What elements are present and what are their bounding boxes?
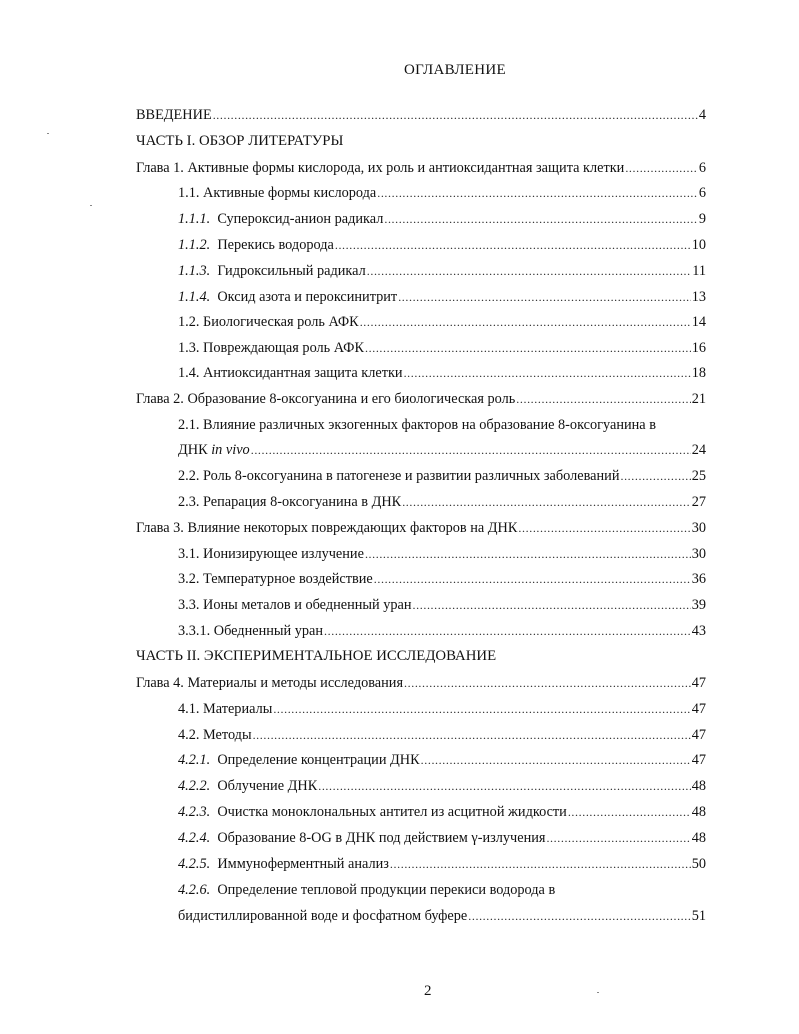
toc-entry-text: ДНК bbox=[178, 442, 208, 458]
dot-leader bbox=[253, 726, 691, 744]
dot-leader bbox=[546, 829, 690, 847]
toc-entry-page: 47 bbox=[691, 675, 706, 691]
toc-entry-chapter-2[interactable] bbox=[136, 390, 706, 408]
dot-leader bbox=[516, 390, 690, 408]
toc-entry-chapter-1[interactable] bbox=[136, 159, 706, 177]
toc-entry-4-2-6-line-1[interactable] bbox=[178, 881, 555, 899]
toc-entry-text: 3.3.1. Обедненный уран bbox=[178, 623, 324, 639]
scan-speck bbox=[47, 133, 49, 134]
toc-entry-1-4[interactable] bbox=[178, 364, 706, 382]
toc-entry-italic-text: in vivo bbox=[211, 442, 250, 458]
toc-entry-page: 47 bbox=[691, 752, 706, 768]
dot-leader bbox=[421, 751, 691, 769]
toc-entry-number: 4.2.3. bbox=[178, 804, 211, 820]
toc-entry-text: 1.3. Повреждающая роль АФК bbox=[178, 340, 365, 356]
dot-leader bbox=[251, 441, 691, 459]
dot-leader bbox=[374, 570, 691, 588]
toc-entry-1-3[interactable] bbox=[178, 339, 706, 357]
toc-entry-1-1[interactable] bbox=[178, 184, 706, 202]
toc-entry-4-1[interactable] bbox=[178, 700, 706, 718]
toc-entry-text: Глава 1. Активные формы кислорода, их роль и антиоксидантная защита клетки bbox=[136, 160, 625, 176]
toc-entry-number: 4.2.4. bbox=[178, 830, 211, 846]
toc-entry-number: 4.2.5. bbox=[178, 856, 211, 872]
toc-entry-text: 2.3. Репарация 8-оксогуанина в ДНК bbox=[178, 494, 402, 510]
toc-entry-page: 10 bbox=[691, 237, 706, 253]
toc-part-2-heading: ЧАСТЬ II. ЭКСПЕРИМЕНТАЛЬНОЕ ИССЛЕДОВАНИЕ bbox=[136, 648, 497, 664]
dot-leader bbox=[404, 364, 691, 382]
toc-entry-page: 16 bbox=[691, 340, 706, 356]
toc-entry-1-1-2[interactable] bbox=[178, 236, 706, 254]
toc-entry-number: 4.2.6. bbox=[178, 882, 211, 898]
toc-entry-chapter-4[interactable] bbox=[136, 674, 706, 692]
dot-leader bbox=[625, 159, 698, 177]
toc-entry-4-2[interactable] bbox=[178, 726, 706, 744]
toc-entry-1-2[interactable] bbox=[178, 313, 706, 331]
toc-entry-text: Супероксид-анион радикал bbox=[217, 211, 384, 227]
toc-entry-page: 48 bbox=[691, 778, 706, 794]
dot-leader bbox=[390, 855, 691, 873]
toc-entry-text: Оксид азота и пероксинитрит bbox=[217, 289, 398, 305]
toc-entry-number: 4.2.2. bbox=[178, 778, 211, 794]
toc-entry-1-1-1[interactable] bbox=[178, 210, 706, 228]
toc-entry-page: 11 bbox=[692, 263, 706, 279]
toc-entry-1-1-3[interactable] bbox=[178, 262, 706, 280]
toc-entry-page: 6 bbox=[698, 185, 706, 201]
dot-leader bbox=[518, 519, 690, 537]
toc-entry-1-1-4[interactable] bbox=[178, 288, 706, 306]
toc-entry-text: 4.2. Методы bbox=[178, 727, 252, 743]
toc-entry-page: 50 bbox=[691, 856, 706, 872]
toc-entry-number: 1.1.4. bbox=[178, 289, 211, 305]
toc-entry-3-3-1[interactable] bbox=[178, 622, 706, 640]
toc-entry-3-1[interactable] bbox=[178, 545, 706, 563]
dot-leader bbox=[360, 313, 691, 331]
scan-speck bbox=[90, 205, 92, 206]
toc-entry-4-2-1[interactable] bbox=[178, 751, 706, 769]
toc-entry-page: 47 bbox=[691, 727, 706, 743]
toc-entry-text: 2.2. Роль 8-оксогуанина в патогенезе и развитии различных заболеваний bbox=[178, 468, 620, 484]
dot-leader bbox=[568, 803, 691, 821]
dot-leader bbox=[377, 184, 698, 202]
toc-entry-text: Глава 3. Влияние некоторых повреждающих факторов на ДНК bbox=[136, 520, 518, 536]
toc-entry-4-2-4[interactable] bbox=[178, 829, 706, 847]
toc-entry-text: 3.3. Ионы металов и обедненный уран bbox=[178, 597, 412, 613]
toc-entry-page: 48 bbox=[691, 804, 706, 820]
dot-leader bbox=[318, 777, 690, 795]
toc-entry-text: Очистка моноклональных антител из асцитной жидкости bbox=[217, 804, 567, 820]
toc-entry-text: 1.2. Биологическая роль АФК bbox=[178, 314, 359, 330]
toc-title: ОГЛАВЛЕНИЕ bbox=[404, 62, 506, 78]
toc-entry-text: 1.4. Антиоксидантная защита клетки bbox=[178, 365, 403, 381]
toc-entry-page: 47 bbox=[691, 701, 706, 717]
toc-entry-number: 1.1.2. bbox=[178, 237, 211, 253]
toc-entry-page: 51 bbox=[691, 908, 706, 924]
dot-leader bbox=[213, 106, 698, 124]
toc-entry-text: Образование 8-OG в ДНК под действием γ-излучения bbox=[217, 830, 546, 846]
toc-entry-text: Перекись водорода bbox=[217, 237, 334, 253]
toc-entry-page: 18 bbox=[691, 365, 706, 381]
dot-leader bbox=[367, 262, 691, 280]
toc-entry-text: 3.1. Ионизирующее излучение bbox=[178, 546, 364, 562]
toc-entry-page: 4 bbox=[698, 107, 706, 123]
toc-entry-chapter-3[interactable] bbox=[136, 519, 706, 537]
toc-entry-page: 39 bbox=[691, 597, 706, 613]
toc-entry-page: 30 bbox=[691, 546, 706, 562]
toc-entry-text: Иммуноферментный анализ bbox=[217, 856, 389, 872]
toc-entry-text: Определение концентрации ДНК bbox=[217, 752, 420, 768]
toc-entry-4-2-2[interactable] bbox=[178, 777, 706, 795]
toc-entry-4-2-5[interactable] bbox=[178, 855, 706, 873]
toc-entry-text: ВВЕДЕНИЕ bbox=[136, 107, 212, 123]
toc-entry-page: 6 bbox=[698, 160, 706, 176]
dot-leader bbox=[365, 339, 691, 357]
toc-entry-text: 1.1. Активные формы кислорода bbox=[178, 185, 377, 201]
dot-leader bbox=[404, 674, 691, 692]
toc-entry-text: бидистиллированной воде и фосфатном буфере bbox=[178, 908, 468, 924]
toc-entry-page: 30 bbox=[691, 520, 706, 536]
toc-entry-page: 9 bbox=[698, 211, 706, 227]
toc-entry-page: 36 bbox=[691, 571, 706, 587]
toc-entry-4-2-3[interactable] bbox=[178, 803, 706, 821]
dot-leader bbox=[468, 907, 690, 925]
dot-leader bbox=[273, 700, 690, 718]
toc-entry-page: 21 bbox=[691, 391, 706, 407]
toc-entry-page: 48 bbox=[691, 830, 706, 846]
toc-entry-2-1-line-2[interactable] bbox=[178, 441, 706, 459]
toc-entry-text: 4.1. Материалы bbox=[178, 701, 273, 717]
toc-entry-3-3[interactable] bbox=[178, 596, 706, 614]
toc-entry-number: 1.1.1. bbox=[178, 211, 211, 227]
toc-entry-page: 43 bbox=[691, 623, 706, 639]
scan-speck bbox=[597, 992, 599, 993]
toc-entry-4-2-6-line-2[interactable] bbox=[178, 907, 706, 925]
toc-entry-page: 14 bbox=[691, 314, 706, 330]
page-number: 2 bbox=[424, 983, 432, 999]
toc-entry-text: Гидроксильный радикал bbox=[217, 263, 366, 279]
toc-entry-number: 1.1.3. bbox=[178, 263, 211, 279]
toc-entry-page: 24 bbox=[691, 442, 706, 458]
toc-entry-introduction[interactable] bbox=[136, 106, 706, 124]
toc-entry-text: Облучение ДНК bbox=[217, 778, 318, 794]
toc-part-1-heading: ЧАСТЬ I. ОБЗОР ЛИТЕРАТУРЫ bbox=[136, 133, 344, 149]
dot-leader bbox=[413, 596, 691, 614]
toc-entry-number: 4.2.1. bbox=[178, 752, 211, 768]
toc-entry-page: 25 bbox=[691, 468, 706, 484]
dot-leader bbox=[335, 236, 691, 254]
dot-leader bbox=[324, 622, 691, 640]
toc-entry-3-2[interactable] bbox=[178, 570, 706, 588]
toc-entry-text: 3.2. Температурное воздействие bbox=[178, 571, 373, 587]
toc-entry-page: 13 bbox=[691, 289, 706, 305]
toc-entry-page: 27 bbox=[691, 494, 706, 510]
toc-entry-text: Определение тепловой продукции перекиси водорода в bbox=[217, 882, 556, 898]
toc-entry-text: Глава 2. Образование 8-оксогуанина и его биологическая роль bbox=[136, 391, 516, 407]
toc-entry-2-1-line-1[interactable]: 2.1. Влияние различных экзогенных факторов на образование 8-оксогуанина в bbox=[178, 417, 656, 433]
toc-entry-text: Глава 4. Материалы и методы исследования bbox=[136, 675, 404, 691]
dot-leader bbox=[384, 210, 697, 228]
dot-leader bbox=[620, 467, 690, 485]
toc-entry-2-3[interactable] bbox=[178, 493, 706, 511]
dot-leader bbox=[365, 545, 691, 563]
dot-leader bbox=[402, 493, 691, 511]
dot-leader bbox=[398, 288, 691, 306]
toc-entry-2-2[interactable] bbox=[178, 467, 706, 485]
